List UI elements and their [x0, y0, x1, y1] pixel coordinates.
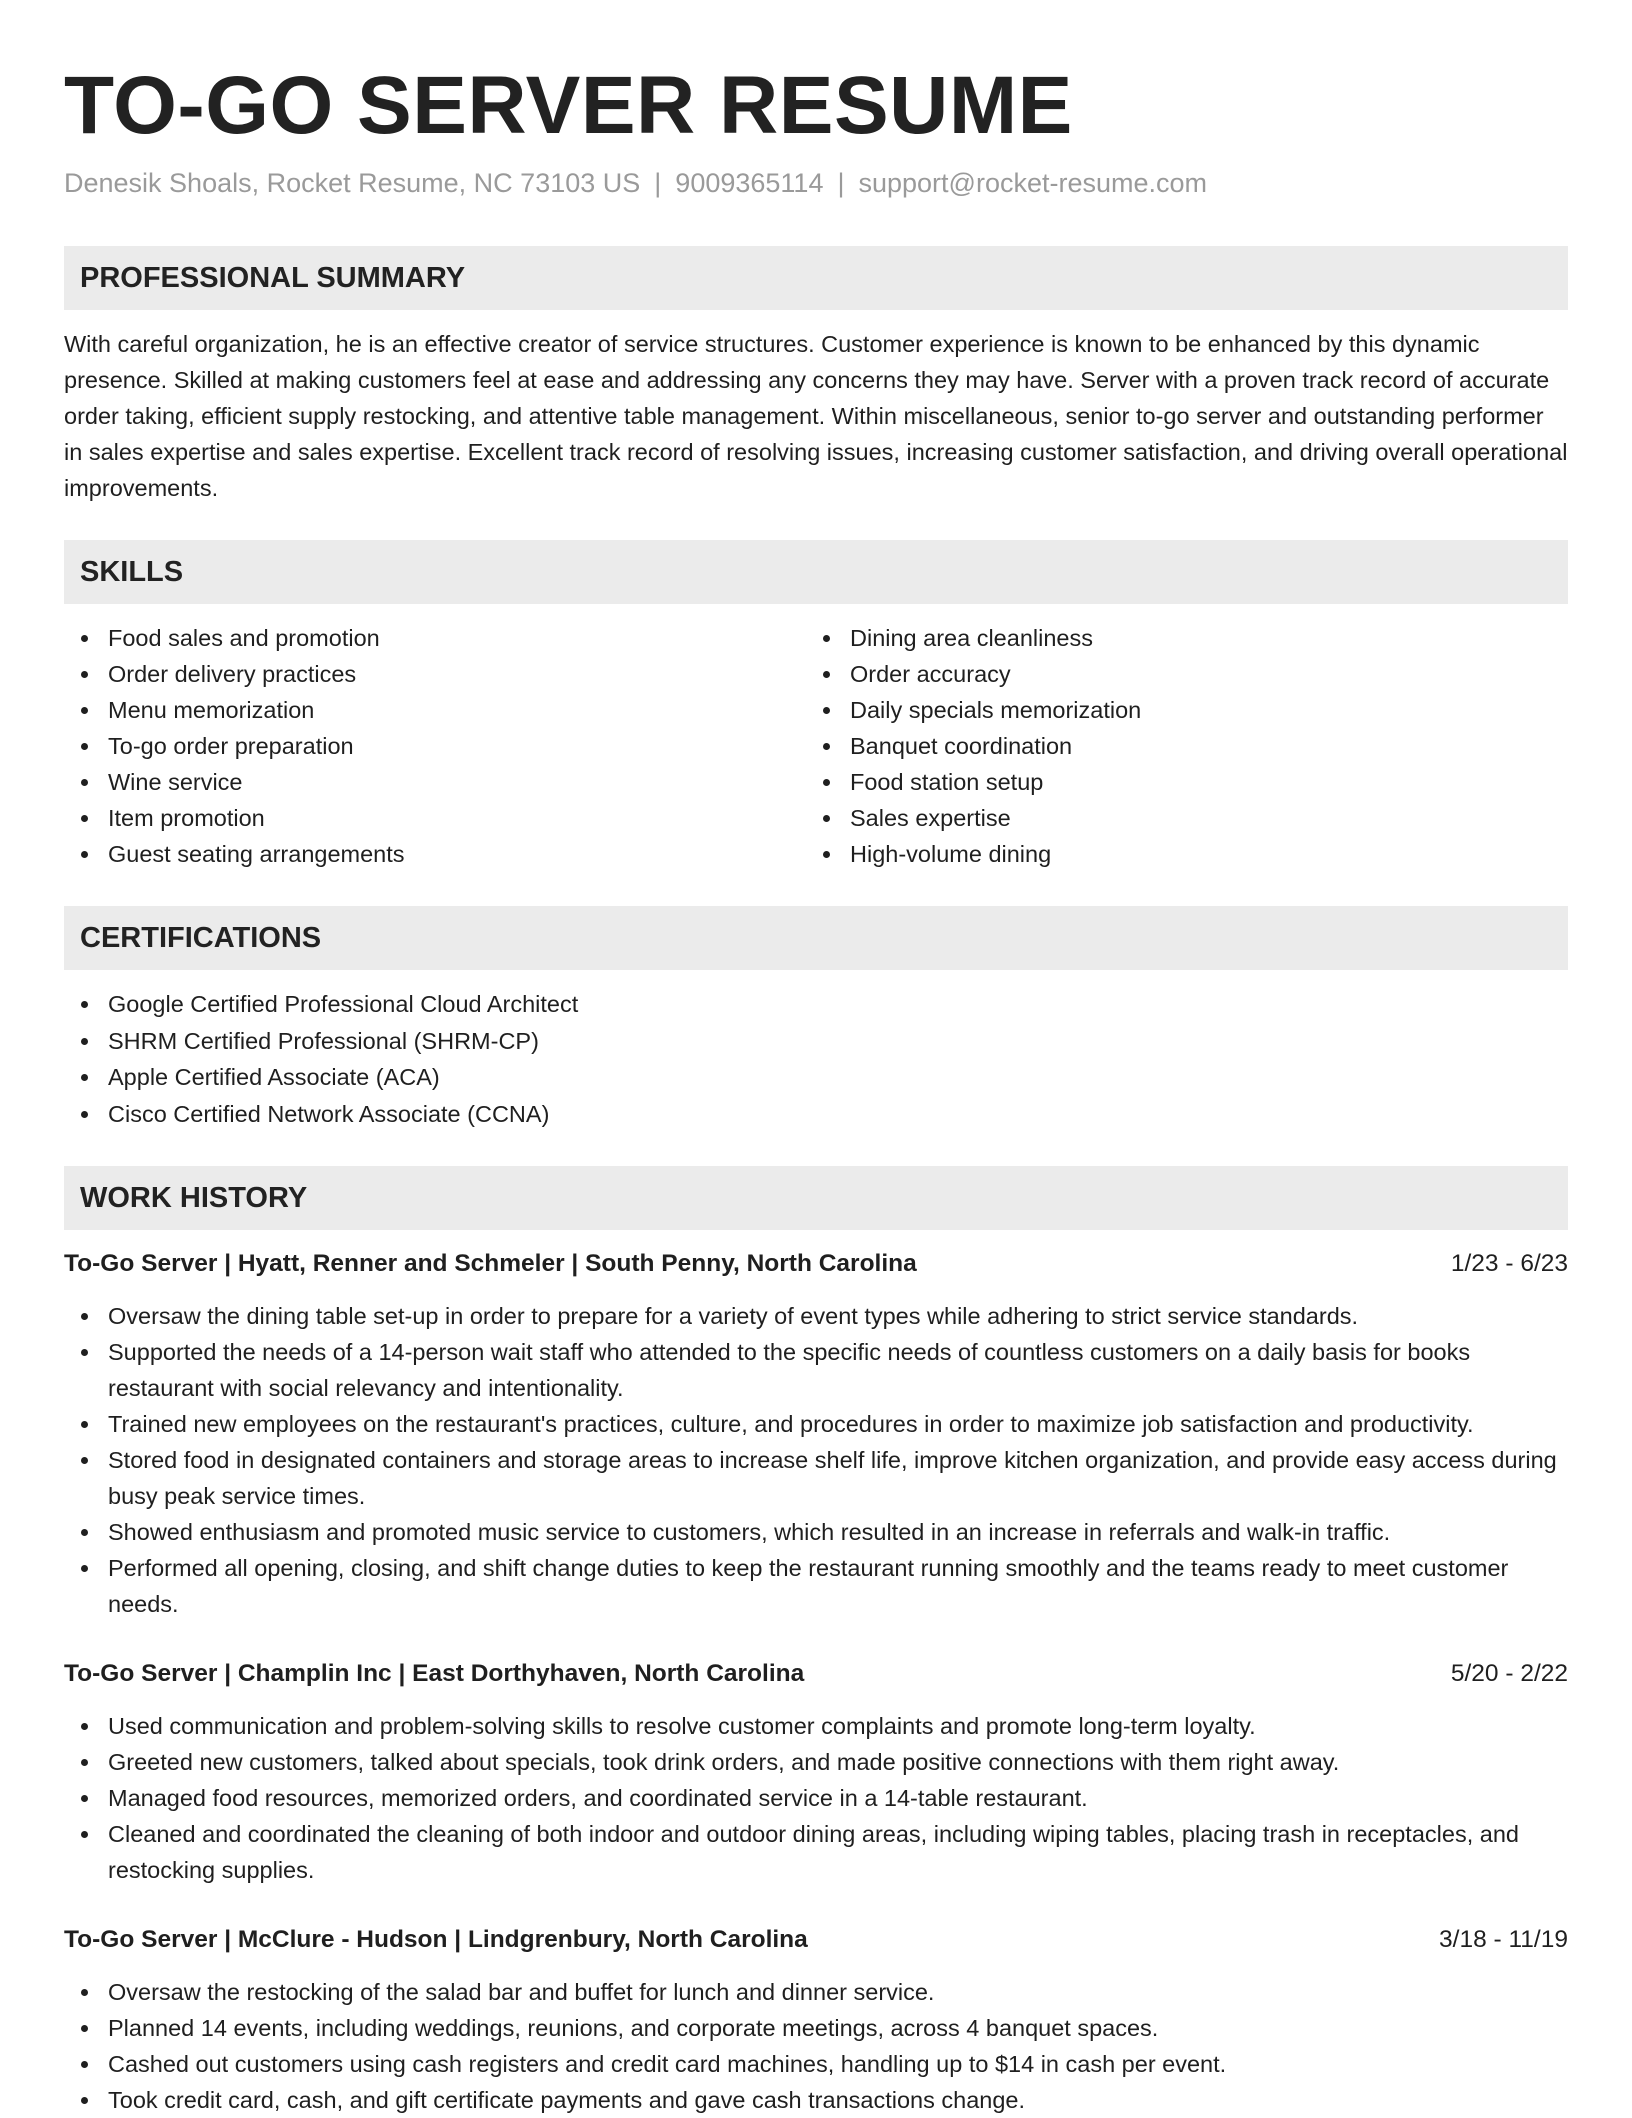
certification-item: Cisco Certified Network Associate (CCNA) — [64, 1096, 1568, 1133]
certification-item: Apple Certified Associate (ACA) — [64, 1059, 1568, 1096]
job-bullets — [64, 1974, 1568, 2118]
job-title: To-Go Server | McClure - Hudson | Lindgrenbury, North Carolina — [64, 1926, 808, 1953]
skills-heading: SKILLS — [64, 540, 1568, 604]
skill-item: Wine service — [64, 764, 806, 800]
job-title: To-Go Server | Hyatt, Renner and Schmeler | South Penny, North Carolina — [64, 1250, 917, 1277]
skills-list-right — [806, 620, 1548, 872]
job-header — [64, 1656, 1568, 1692]
summary-section — [64, 246, 1568, 506]
contact-separator: | — [837, 168, 845, 198]
job-bullet: Trained new employees on the restaurant's practices, culture, and procedures in order to maximize job satisfaction and productivity. — [64, 1406, 1568, 1442]
job-entry — [64, 1922, 1568, 2118]
job-entry — [64, 1246, 1568, 1622]
skill-item: Daily specials memorization — [806, 692, 1548, 728]
skill-item: Food sales and promotion — [64, 620, 806, 656]
job-bullet: Performed all opening, closing, and shift change duties to keep the restaurant running smoothly and the teams ready to meet customer needs. — [64, 1550, 1568, 1622]
skills-list-left — [64, 620, 806, 872]
job-bullet: Cleaned and coordinated the cleaning of both indoor and outdoor dining areas, including wiping tables, placing trash in receptacles, and restocking supplies. — [64, 1816, 1568, 1888]
job-bullet: Stored food in designated containers and storage areas to increase shelf life, improve kitchen organization, and provide easy access during busy peak service times. — [64, 1442, 1568, 1514]
contact-separator: | — [654, 168, 662, 198]
job-dates: 5/20 - 2/22 — [1450, 1660, 1568, 1687]
job-bullet: Greeted new customers, talked about specials, took drink orders, and made positive connections with them right away. — [64, 1744, 1568, 1780]
work-history-heading: WORK HISTORY — [64, 1166, 1568, 1230]
job-header — [64, 1922, 1568, 1958]
contact-phone: 9009365114 — [675, 168, 824, 198]
job-bullet: Showed enthusiasm and promoted music service to customers, which resulted in an increase in referrals and walk-in traffic. — [64, 1514, 1568, 1550]
work-history-section — [64, 1166, 1568, 2118]
skill-item: Order accuracy — [806, 656, 1548, 692]
contact-email: support@rocket-resume.com — [858, 168, 1208, 198]
job-bullet: Planned 14 events, including weddings, reunions, and corporate meetings, across 4 banquet spaces. — [64, 2010, 1568, 2046]
certification-item: Google Certified Professional Cloud Architect — [64, 986, 1568, 1023]
contact-line — [64, 164, 1568, 202]
skill-item: Banquet coordination — [806, 728, 1548, 764]
job-bullet: Oversaw the dining table set-up in order to prepare for a variety of event types while adhering to strict service standards. — [64, 1298, 1568, 1334]
job-dates: 3/18 - 11/19 — [1439, 1926, 1568, 1953]
summary-text: With careful organization, he is an effective creator of service structures. Customer experience is known to be enhanced by this dynamic presence. Skilled at making customers feel at ease and addressing any concerns they may have. Server with a proven track record of accurate order taking, efficient supply restocking, and attentive table management. Within miscellaneous, senior to-go server and outstanding performer in sales expertise and sales expertise. Excellent track record of resolving issues, increasing customer satisfaction, and driving overall operational improvements. — [64, 331, 1568, 501]
skill-item: Dining area cleanliness — [806, 620, 1548, 656]
skill-item: High-volume dining — [806, 836, 1548, 872]
job-header — [64, 1246, 1568, 1282]
job-bullet: Managed food resources, memorized orders, and coordinated service in a 14-table restaurant. — [64, 1780, 1568, 1816]
contact-address: Denesik Shoals, Rocket Resume, NC 73103 US — [64, 168, 641, 198]
skill-item: Guest seating arrangements — [64, 836, 806, 872]
job-bullet: Cashed out customers using cash registers and credit card machines, handling up to $14 in cash per event. — [64, 2046, 1568, 2082]
job-bullet: Took credit card, cash, and gift certificate payments and gave cash transactions change. — [64, 2082, 1568, 2118]
skill-item: To-go order preparation — [64, 728, 806, 764]
skill-item: Item promotion — [64, 800, 806, 836]
skill-item: Sales expertise — [806, 800, 1548, 836]
skill-item: Food station setup — [806, 764, 1548, 800]
skills-grid — [64, 620, 1568, 872]
job-bullet: Supported the needs of a 14-person wait staff who attended to the specific needs of countless customers on a daily basis for books restaurant with social relevancy and intentionality. — [64, 1334, 1568, 1406]
job-bullet: Used communication and problem-solving skills to resolve customer complaints and promote long-term loyalty. — [64, 1708, 1568, 1744]
certifications-list — [64, 986, 1568, 1132]
job-title: To-Go Server | Champlin Inc | East Dorthyhaven, North Carolina — [64, 1660, 805, 1687]
skills-section — [64, 540, 1568, 872]
summary-heading: PROFESSIONAL SUMMARY — [64, 246, 1568, 310]
job-bullet: Oversaw the restocking of the salad bar and buffet for lunch and dinner service. — [64, 1974, 1568, 2010]
job-bullets — [64, 1708, 1568, 1888]
job-dates: 1/23 - 6/23 — [1450, 1250, 1568, 1277]
certifications-section — [64, 906, 1568, 1132]
skill-item: Menu memorization — [64, 692, 806, 728]
skill-item: Order delivery practices — [64, 656, 806, 692]
certifications-heading: CERTIFICATIONS — [64, 906, 1568, 970]
job-entry — [64, 1656, 1568, 1888]
resume-page — [64, 0, 1568, 2118]
certification-item: SHRM Certified Professional (SHRM-CP) — [64, 1023, 1568, 1060]
page-title: TO-GO SERVER RESUME — [64, 60, 1073, 151]
job-bullets — [64, 1298, 1568, 1622]
